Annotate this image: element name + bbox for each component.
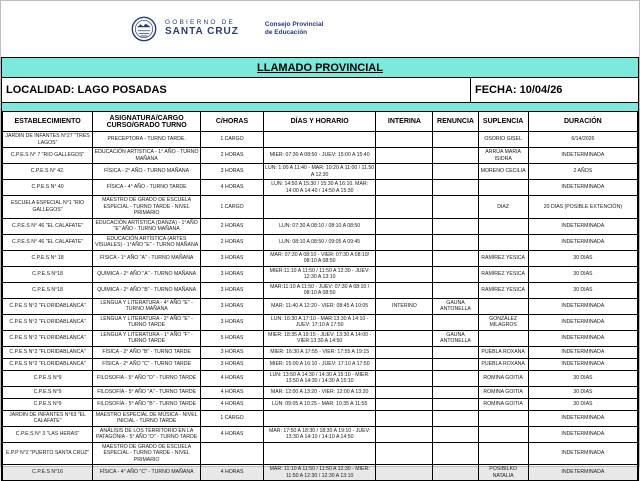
table-cell: [376, 442, 433, 465]
table-cell: [433, 218, 478, 234]
logo-santa-cruz: SANTA CRUZ: [165, 26, 239, 38]
table-cell: INDETERMINADA: [528, 218, 637, 234]
table-cell: EDUCACIÓN ARTÍSTICA (DANZA) - 1°AÑO "E" AÑO - TURNO MAÑANA: [93, 218, 201, 234]
table-cell: [376, 330, 433, 346]
table-cell: [433, 132, 478, 148]
table-cell: [376, 426, 433, 442]
table-row: [3, 234, 638, 250]
table-cell: [433, 442, 478, 465]
table-cell: PUEBLA ROXANA: [478, 346, 528, 358]
table-row: [3, 314, 638, 330]
table-cell: 3 HORAS: [201, 298, 264, 314]
table-header-row: [3, 112, 638, 132]
table-cell: [376, 370, 433, 386]
table-cell: [376, 358, 433, 370]
table-cell: [433, 370, 478, 386]
table-cell: [478, 426, 528, 442]
table-cell: JARDIN DE INFANTES N°63 "EL CALAFATE": [3, 410, 93, 426]
table-cell: [433, 426, 478, 442]
table-cell: OSORIO GISEL: [478, 132, 528, 148]
table-cell: C.P.E.S N°9: [3, 398, 93, 410]
table-wrapper: [1, 111, 639, 481]
table-cell: [376, 196, 433, 219]
table-cell: [376, 234, 433, 250]
table-cell: MIER: 16:30 A 17:55 - VIER: 17:55 A 19:15: [263, 346, 375, 358]
table-cell: [478, 234, 528, 250]
table-cell: EDUCACIÓN ARTÍSTICA - 1° AÑO - TURNO MAÑANA: [93, 148, 201, 164]
gobierno-santa-cruz-logo: [131, 16, 323, 42]
logo-text-block: [165, 20, 239, 37]
table-cell: ARRÚA MARIA ISIDRA: [478, 148, 528, 164]
table-row: [3, 298, 638, 314]
table-cell: 3 HORAS: [201, 282, 264, 298]
table-cell: [263, 196, 375, 219]
table-cell: [433, 250, 478, 266]
table-cell: 5 HORAS: [201, 330, 264, 346]
table-cell: [263, 410, 375, 426]
table-cell: C.P.E.S N°18: [3, 266, 93, 282]
table-cell: 1 CARGO: [201, 132, 264, 148]
column-header: DÍAS Y HORARIO: [263, 112, 375, 132]
table-head: [3, 112, 638, 132]
table-row: [3, 148, 638, 164]
table-cell: [478, 180, 528, 196]
table-cell: 2 AÑOS: [528, 164, 637, 180]
table-cell: LUN: 14:50 A 15:30 / 15:30 A 16:10. MAR: 14:00 A 14:40 / 14:50 A 15:30: [263, 180, 375, 196]
table-cell: MIER: 15:00 A 16:10 - JUEV: 17:10 A 17:50: [263, 358, 375, 370]
table-cell: QUÍMICA - 2° AÑO "B" - TURNO MAÑANA: [93, 282, 201, 298]
table-cell: ROMINA GOITIA: [478, 398, 528, 410]
table-cell: [433, 180, 478, 196]
table-cell: 4 HORAS: [201, 426, 264, 442]
table-cell: C.P.E.S N°2 "FLORIDABLANCA": [3, 330, 93, 346]
consejo-text-block: [265, 21, 324, 37]
table-cell: INTERINO: [376, 298, 433, 314]
table-cell: C.P.E.S N° 3 "LAS HERAS": [3, 426, 93, 442]
consejo-provincial-line2: de Educación: [264, 29, 308, 36]
table-cell: FÍSICA - 2° AÑO "C" - TURNO TARDE: [93, 358, 201, 370]
table-cell: 2 HORAS: [201, 148, 264, 164]
table-cell: 30 DIAS: [528, 398, 637, 410]
table-cell: C.P.E.S N° 46 "EL CALAFATE": [3, 234, 93, 250]
table-cell: [433, 164, 478, 180]
table-cell: C.P.E.S N° 42.: [3, 164, 93, 180]
table-cell: [433, 282, 478, 298]
table-cell: MAR:11:10 A 11:50 - JUEV: 07:30 A 08:10 / 08:10 A 08:50: [263, 282, 375, 298]
logo-gobierno-de: GOBIERNO DE: [165, 19, 236, 27]
table-cell: [376, 132, 433, 148]
table-cell: 2 HORAS: [201, 218, 264, 234]
table-cell: ESCUELA ESPECIAL N°1 "RIO GALLEGOS": [3, 196, 93, 219]
table-cell: [376, 346, 433, 358]
table-cell: C.P.E.S N° 7 "RIO GALLEGOS": [3, 148, 93, 164]
table-cell: 3 HORAS: [201, 266, 264, 282]
table-cell: 30 DIAS: [528, 266, 637, 282]
table-cell: FILOSOFÍA - 5° AÑO "D" - TURNO TARDE: [93, 370, 201, 386]
column-header: ESTABLECIMIENTO: [3, 112, 93, 132]
column-header: RENUNCIA: [433, 112, 478, 132]
table-cell: [376, 314, 433, 330]
table-cell: MIER:11:10 A 11:50 / 11:50 A 12:30 - JUEV: 12:30 A 13:10: [263, 266, 375, 282]
fecha-cell: [470, 78, 638, 102]
table-cell: 4 HORAS: [201, 465, 264, 481]
table-cell: [376, 282, 433, 298]
table-row: [3, 330, 638, 346]
table-cell: 30 DIAS: [528, 282, 637, 298]
localidad-cell: [2, 78, 470, 102]
table-cell: LENGUA Y LITERATURA - 1° AÑO "F" - TURNO TARDE: [93, 330, 201, 346]
table-cell: 3 HORAS: [201, 346, 264, 358]
table-cell: RAMÍREZ YESICA: [478, 266, 528, 282]
table-cell: C.P.E.S N°18: [3, 282, 93, 298]
table-cell: MIER: 18:35 A 19:15 - JUEV: 13:30 A 14:00 - VIER:13:30 A 14:50: [263, 330, 375, 346]
table-cell: LUN: 08:10 A 08:50 / 09:05 A 09:45: [263, 234, 375, 250]
table-cell: [376, 164, 433, 180]
table-cell: 30 DIAS: [528, 370, 637, 386]
table-cell: FÍSICA - 4° AÑO - TURNO TARDE: [93, 180, 201, 196]
table-cell: [478, 218, 528, 234]
table-cell: 20 DIAS (POSIBLE EXTENCIÓN): [528, 196, 637, 219]
table-cell: [478, 410, 528, 426]
table-row: [3, 426, 638, 442]
table-cell: [376, 465, 433, 481]
banner-title: LLAMADO PROVINCIAL: [257, 61, 383, 74]
table-row: [3, 398, 638, 410]
table-cell: [376, 218, 433, 234]
table-cell: C.P.E.S N°9: [3, 370, 93, 386]
table-row: [3, 346, 638, 358]
table-cell: ROMINA GOITIA: [478, 370, 528, 386]
table-cell: EDUCACIÓN ARTÍSTICA (ARTES VISUALES) - 1°AÑO "E" - TURNO MAÑANA: [93, 234, 201, 250]
table-row: [3, 442, 638, 465]
column-header: SUPLENCIA: [478, 112, 528, 132]
table-cell: RAMÍREZ YESICA: [478, 282, 528, 298]
table-cell: C.P.E.S N° 46 "EL CALAFATE": [3, 218, 93, 234]
column-header: ASIGNATURA/CARGO CURSO/GRADO TURNO: [93, 112, 201, 132]
table-cell: C.P.E.S N° 18: [3, 250, 93, 266]
table-row: [3, 250, 638, 266]
table-cell: FÍSICA - 2° AÑO - TURNO MAÑANA: [93, 164, 201, 180]
table-cell: [478, 442, 528, 465]
table-cell: FÍSICA - 4° AÑO "C" - TURNO MAÑANA: [93, 465, 201, 481]
table-cell: LUN: 1:00 A 11:40 - MAR: 10:20 A 11:00 / 11.50 A 12:30: [265, 165, 375, 178]
table-cell: QUÍMICA - 2° AÑO "A" - TURNO MAÑANA: [93, 266, 201, 282]
table-cell: [433, 398, 478, 410]
table-cell: INDETERMINADA: [528, 346, 637, 358]
table-cell: FILOSOFÍA - 5° AÑO "B" - TURNO TARDE: [93, 398, 201, 410]
table-cell: MAR: 11:40 A 12:20 - VIER: 08:45 A 10:05: [263, 298, 375, 314]
meta-row: [1, 78, 639, 103]
table-row: [3, 132, 638, 148]
table-cell: [478, 330, 528, 346]
table-row: [3, 266, 638, 282]
table-cell: 3 HORAS: [201, 250, 264, 266]
teal-divider-strip: [1, 103, 639, 111]
table-cell: MAR: 11:10 A 11:50 / 11:50 A 12:30 - MIER: 11:50 A 12:30 / 12:30 A 13:10: [263, 465, 375, 481]
table-cell: [376, 386, 433, 398]
localidad-label: LOCALIDAD: LAGO POSADAS: [6, 84, 167, 96]
table-cell: INDETERMINADA: [528, 410, 637, 426]
table-cell: MAESTRO ESPECIAL DE MÚSICA - NIVEL INICIAL - TURNO TARDE: [93, 410, 201, 426]
table-cell: INDETERMINADA: [528, 180, 637, 196]
table-cell: [376, 250, 433, 266]
consejo-provincial-line1: Consejo Provincial: [264, 21, 324, 29]
table-cell: [433, 386, 478, 398]
table-cell: [433, 234, 478, 250]
table-cell: [433, 358, 478, 370]
table-cell: LUN: 09:05 A 10:25 - MAR: 10:35 A 11:55: [263, 398, 375, 410]
table-cell: C.P.E.S N° 40: [3, 180, 93, 196]
table-cell: 4 HORAS: [201, 370, 264, 386]
table-cell: MAESTRO DE GRADO DE ESCUELA ESPECIAL - TURNO TARDE - NIVEL PRIMARIO: [93, 196, 201, 219]
table-cell: MAESTRO DE GRADO DE ESCUELA ESPECIAL - TURNO TARDE - NIVEL PRIMARIO: [93, 442, 201, 465]
table-cell: 30 DIAS: [528, 386, 637, 398]
fecha-label: FECHA: 10/04/26: [475, 84, 563, 96]
table-cell: C.P.E.S N°2 "FLORIDABLANCA": [3, 298, 93, 314]
page-header: [1, 1, 639, 57]
table-cell: DIAZ: [478, 196, 528, 219]
llamado-table: [2, 111, 638, 481]
table-cell: INDETERMINADA: [528, 330, 637, 346]
table-row: [3, 282, 638, 298]
table-body: [3, 132, 638, 481]
table-cell: LUN: 16:30 A 17:10 - MAR:13:30 A 14:10 - JUEV: 17:10 A 17:50: [263, 314, 375, 330]
table-cell: JARDIN DE INFANTES N°27 "TRES LAGOS": [3, 132, 93, 148]
table-cell: INDETERMINADA: [528, 314, 637, 330]
table-cell: [376, 180, 433, 196]
table-cell: LUN: 07:30 A 08:10 / 08:10 A 08:50: [263, 218, 375, 234]
table-cell: INDETERMINADA: [528, 465, 637, 481]
table-cell: LUN: 13:50 A 14:30 / 14:30 A 15:10 - MIER: 13:50 A 14:30 / 14:30 A 15:10: [263, 370, 375, 386]
table-cell: MAR: 17:50 A 18:30 / 18:30 A 19:10 - JUEV: 13:30 A 14:10 / 14:10 A 14:50: [263, 426, 375, 442]
table-cell: GAUNA ANTONELLA: [433, 330, 478, 346]
column-header: DURACIÓN: [528, 112, 637, 132]
table-cell: MORENO CECILIA: [478, 164, 528, 180]
table-cell: INDETERMINADA: [528, 234, 637, 250]
table-cell: ANÁLISIS DE LOS TERRITORIO EN LA PATAGÓNIA - 5° AÑO "D" - TURNO TARDE: [93, 426, 201, 442]
table-cell: 4 HORAS: [201, 398, 264, 410]
table-row: [3, 196, 638, 219]
table-row: [3, 465, 638, 481]
table-cell: [433, 314, 478, 330]
table-cell: FÍSICA - 1° AÑO "A" - TURNO MAÑANA: [93, 250, 201, 266]
table-cell: 2 HORAS: [201, 234, 264, 250]
table-cell: FÍSICA - 2° AÑO "B" - TURNO TARDE: [93, 346, 201, 358]
table-cell: ROMINA GOITIA: [478, 386, 528, 398]
table-cell: 6/14/2026: [528, 132, 637, 148]
table-cell: 1 CARGO: [201, 196, 264, 219]
table-cell: GONZÁLEZ MILAGROS: [478, 314, 528, 330]
table-row: [3, 386, 638, 398]
table-cell: MAR: 12:00 A 13:20 - VIER: 12:00 A 13:20: [263, 386, 375, 398]
table-row: [3, 180, 638, 196]
table-cell: [263, 442, 375, 465]
table-cell: C.P.E.S N°16: [3, 465, 93, 481]
table-cell: MIER: 07:30 A 08:50 - JUEV: 15:00 A 15:40: [263, 148, 375, 164]
table-cell: [433, 266, 478, 282]
table-cell: POSIBILKO NATALIA: [478, 465, 528, 481]
table-cell: MAR: 07:30 A 08:10 - VIER: 07:30 A 08:10/ 08:10 A 08:50: [263, 250, 375, 266]
table-cell: [433, 148, 478, 164]
table-cell: [433, 196, 478, 219]
table-cell: INDETERMINADA: [528, 298, 637, 314]
table-cell: INDETERMINADA: [528, 148, 637, 164]
table-cell: 3 HORAS: [201, 164, 264, 180]
table-cell: [433, 465, 478, 481]
column-header: C/HORAS: [201, 112, 264, 132]
table-cell: [201, 442, 264, 465]
table-cell: 3 HORAS: [201, 314, 264, 330]
table-cell: 4 HORAS: [201, 386, 264, 398]
table-cell: LENGUA Y LITERATURA - 4° AÑO "E" - TURNO MAÑANA: [93, 298, 201, 314]
table-cell: C.P.E.S N°9: [3, 386, 93, 398]
table-cell: INDETERMINADA: [528, 442, 637, 465]
table-cell: 30 DIAS: [528, 250, 637, 266]
table-cell: LENGUA Y LITERATURA - 2° AÑO "E" - TURNO TARDE: [93, 314, 201, 330]
column-header: INTERINA: [376, 112, 433, 132]
table-cell: GAUNA ANTONELLA: [433, 298, 478, 314]
table-cell: C.P.E.S N°2 "FLORIDABLANCA": [3, 358, 93, 370]
table-cell: E.P.P N°2 "PUERTO SANTA CRUZ": [3, 442, 93, 465]
table-cell: [376, 148, 433, 164]
llamado-provincial-banner: [1, 57, 639, 78]
table-cell: INDETERMINADA: [528, 426, 637, 442]
table-cell: [478, 298, 528, 314]
table-cell: 3 HORAS: [201, 358, 264, 370]
table-cell: [433, 346, 478, 358]
santa-cruz-crest-icon: [131, 16, 157, 42]
table-cell: [376, 266, 433, 282]
table-cell: [376, 398, 433, 410]
table-row: [3, 164, 638, 180]
table-cell: PRECEPTORA - TURNO TARDE.: [93, 132, 201, 148]
table-cell: PUEBLA ROXANA: [478, 358, 528, 370]
table-cell: [263, 132, 375, 148]
table-row: [3, 410, 638, 426]
table-cell: 4 HORAS: [201, 180, 264, 196]
table-row: [3, 370, 638, 386]
table-row: [3, 218, 638, 234]
table-cell: INDETERMINADA: [528, 358, 637, 370]
table-cell: 1 CARGO: [201, 410, 264, 426]
table-cell: FILOSOFÍA - 5° AÑO "A" - TURNO TARDE: [93, 386, 201, 398]
table-cell: [376, 410, 433, 426]
table-cell: C.P.E.S N°2 "FLORIDABLANCA": [3, 346, 93, 358]
table-cell: [433, 410, 478, 426]
table-cell: C.P.E.S N°2 "FLORIDABLANCA": [3, 314, 93, 330]
table-row: [3, 358, 638, 370]
table-cell: RAMÍREZ YESICA: [478, 250, 528, 266]
